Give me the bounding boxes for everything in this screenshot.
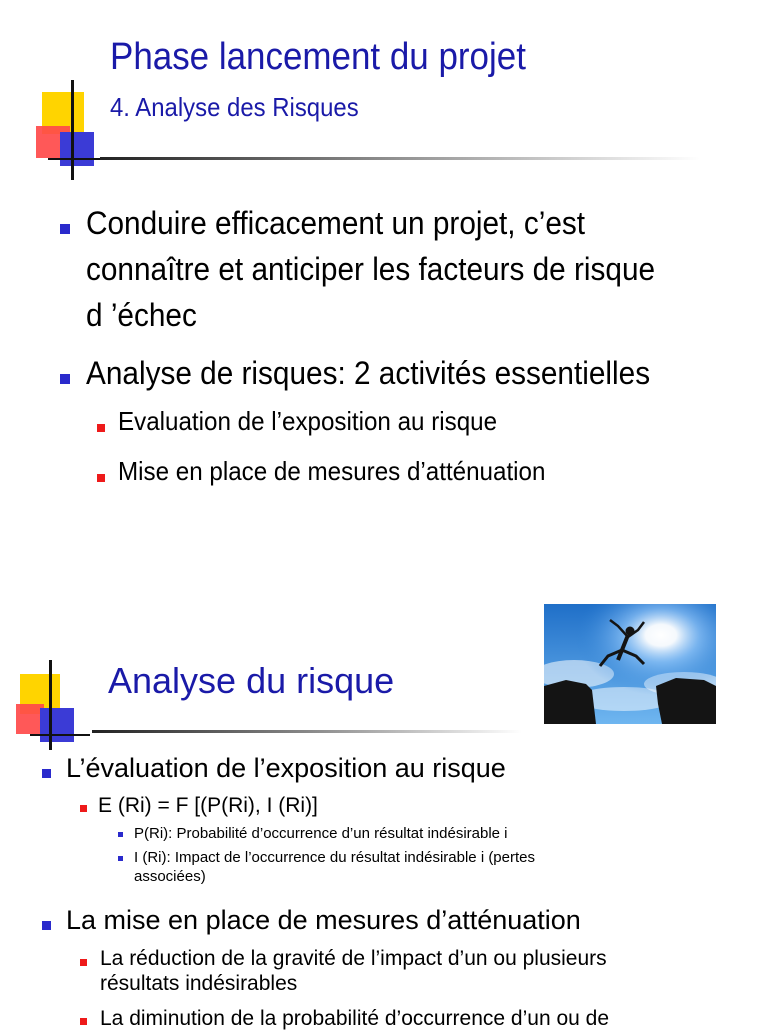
title-underline [92,730,522,733]
jumping-person-photo [544,604,716,724]
subbullet-marker [97,474,105,482]
subbullet-mise-en-place [118,454,578,488]
detail-text: I (Ri): Impact de l’occurrence du résultat indésirable i (pertes [134,849,536,866]
bullet-text: La mise en place de mesures d’atténuation [66,905,581,935]
bullet-line: d ’échec [86,297,197,333]
detail-marker [118,832,123,837]
subbullet-text: La diminution de la probabilité d’occurrence d’un ou de [100,1007,610,1030]
slide-title: Analyse du risque [108,660,395,701]
slide-subtitle: 4. Analyse des Risques [110,92,359,122]
detail-text: associées) [134,868,206,885]
subbullet-text: Mise en place de mesures d’atténuation [118,456,546,486]
detail-probabilite [134,824,508,843]
bullet-line: Conduire efficacement un projet, c’est [86,205,586,241]
bullet-marker [42,921,51,930]
formula-text: E (Ri) = F [(P(Ri), I (Ri)] [98,794,318,817]
bullet-marker [60,224,70,234]
slide-title: Phase lancement du projet [110,36,526,78]
detail-text: P(Ri): Probabilité d’occurrence d’un résultat indésirable i [134,825,508,842]
bullet-line: Analyse de risques: 2 activités essentielles [86,355,651,391]
subbullet-text: La réduction de la gravité de l’impact d’un ou plusieurs [100,947,607,970]
bullet-marker [42,769,51,778]
detail-marker [118,856,123,861]
subbullet-marker [80,805,87,812]
title-underline [100,157,700,160]
bullet-text: L’évaluation de l’exposition au risque [66,753,506,783]
bullet-evaluation [66,752,506,784]
subbullet-diminution [100,1006,609,1031]
slide-2 [0,560,768,1030]
formula [98,793,318,818]
slide-logo [16,660,96,750]
subbullet-text: résultats indésirables [100,972,298,995]
subbullet-evaluation [118,404,526,438]
bullet-conduire [86,200,698,338]
bullet-mesures [66,904,581,936]
detail-impact [134,848,535,886]
bullet-line: connaître et anticiper les facteurs de risque [86,251,656,287]
subbullet-text: Evaluation de l’exposition au risque [118,406,498,436]
bullet-marker [60,374,70,384]
subbullet-marker [80,959,87,966]
subbullet-marker [97,424,105,432]
subbullet-reduction [100,946,607,996]
slide-logo [30,80,110,180]
bullet-analyse [86,350,693,396]
